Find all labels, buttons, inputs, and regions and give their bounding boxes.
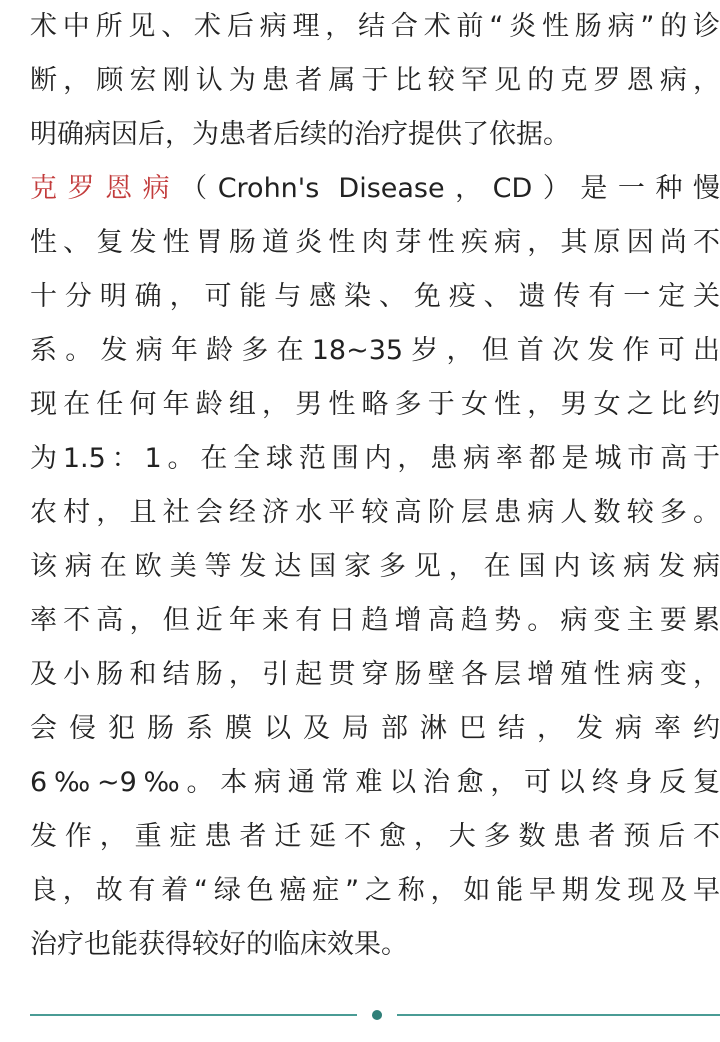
paragraph-line: 率不高，但近年来有日趋增高趋势。病变主要累: [30, 605, 720, 636]
paragraph-line: 十分明确，可能与感染、免疫、遗传有一定关: [30, 281, 720, 312]
paragraph-line: 发作，重症患者迁延不愈，大多数患者预后不: [30, 821, 720, 852]
paragraph-line: 农村，且社会经济水平较高阶层患病人数较多。: [30, 497, 720, 528]
paragraph-line: 会侵犯肠系膜以及局部淋巴结，发病率约: [30, 713, 720, 744]
paragraph-line: 治疗也能获得较好的临床效果。: [30, 929, 408, 960]
paragraph-line: 明确病因后，为患者后续的治疗提供了依据。: [30, 119, 570, 150]
paragraph-line: 系。发病年龄多在18~35岁，但首次发作可出: [30, 335, 720, 366]
paragraph-line: 6‰~9‰。本病通常难以治愈，可以终身反复: [30, 767, 720, 798]
section-divider: [30, 1000, 720, 1030]
paragraph-line: 及小肠和结肠，引起贯穿肠壁各层增殖性病变，: [30, 659, 720, 690]
paragraph-line: 断，顾宏刚认为患者属于比较罕见的克罗恩病，: [30, 65, 720, 96]
divider-dot: [372, 1010, 382, 1020]
paragraph-line: 术中所见、术后病理，结合术前“炎性肠病”的诊: [30, 11, 720, 42]
article-body: [30, 0, 720, 972]
divider-line-right: [397, 1014, 720, 1016]
paragraph-line: 该病在欧美等发达国家多见，在国内该病发病: [30, 551, 720, 582]
paragraph-line-rest: （Crohn's Disease，CD）是一种慢: [180, 173, 720, 204]
paragraph-line: 良，故有着“绿色癌症”之称，如能早期发现及早: [30, 875, 720, 906]
divider-line-left: [30, 1014, 357, 1016]
paragraph-line-with-term: [30, 162, 720, 216]
highlight-term: 克罗恩病: [30, 173, 181, 204]
paragraph-line: 现在任何年龄组，男性略多于女性，男女之比约: [30, 389, 720, 420]
paragraph-line: 性、复发性胃肠道炎性肉芽性疾病，其原因尚不: [30, 227, 720, 258]
paragraph-line: 为1.5：1。在全球范围内，患病率都是城市高于: [30, 443, 720, 474]
